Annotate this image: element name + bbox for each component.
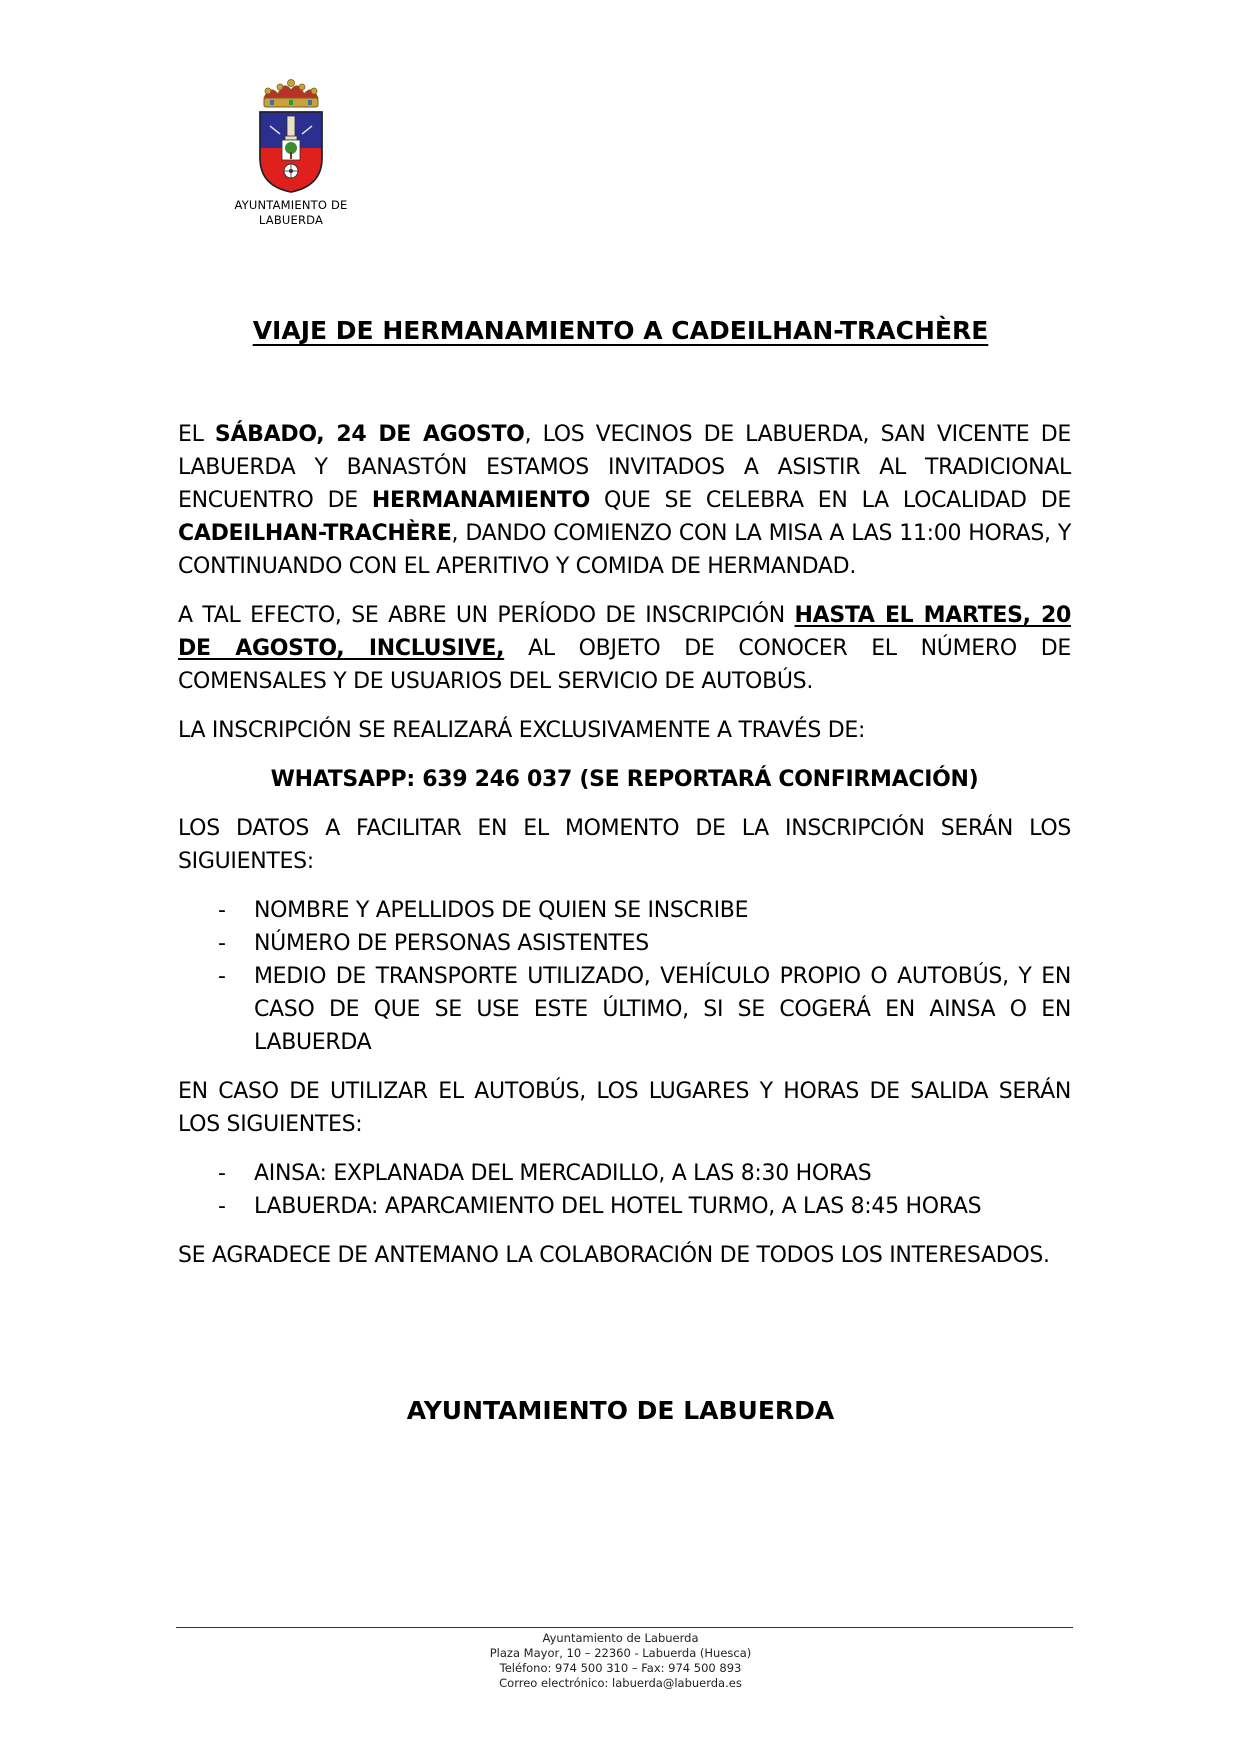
coat-of-arms-icon xyxy=(256,78,326,196)
text-span: AL OBJETO DE CONOCER EL NÚMERO DE COMENSALES Y DE USUARIOS DEL SERVICIO DE AUTOBÚS. xyxy=(178,636,1071,694)
dash-marker: - xyxy=(218,1194,226,1219)
text-span: A TAL EFECTO, SE ABRE UN PERÍODO DE INSCRIPCIÓN xyxy=(178,603,795,628)
footer-divider xyxy=(176,1627,1073,1628)
dash-marker: - xyxy=(218,1161,226,1186)
paragraph-bus-departures: EN CASO DE UTILIZAR EL AUTOBÚS, LOS LUGARES Y HORAS DE SALIDA SERÁN LOS SIGUIENTES: xyxy=(178,1079,1071,1137)
shield-icon xyxy=(260,112,322,192)
text-span: QUE SE CELEBRA EN LA LOCALIDAD DE xyxy=(589,488,1071,513)
footer-address: Plaza Mayor, 10 – 22360 - Labuerda (Huesca) xyxy=(489,1646,752,1660)
crown-icon xyxy=(264,80,318,108)
dash-marker: - xyxy=(218,964,226,989)
org-name-line1: AYUNTAMIENTO DE xyxy=(234,198,348,212)
date-emphasis: SÁBADO, 24 DE AGOSTO xyxy=(214,422,525,447)
list-item xyxy=(178,960,1071,1059)
coat-of-arms-logo xyxy=(226,78,356,228)
list-item xyxy=(178,1190,1071,1223)
dash-marker: - xyxy=(218,898,226,923)
document-body xyxy=(178,418,1071,1288)
list-item xyxy=(178,894,1071,927)
paragraph-thanks: SE AGRADECE DE ANTEMANO LA COLABORACIÓN DE TODOS LOS INTERESADOS. xyxy=(178,1243,1050,1268)
list-item-text: MEDIO DE TRANSPORTE UTILIZADO, VEHÍCULO PROPIO O AUTOBÚS, Y EN CASO DE QUE SE USE ESTE ÚLTIMO, SI SE COGERÁ EN AINSA O EN LABUERDA xyxy=(254,964,1071,1055)
list-item xyxy=(178,927,1071,960)
text-span: EL xyxy=(178,422,215,447)
paragraph-invitation xyxy=(178,418,1071,583)
list-item-text: AINSA: EXPLANADA DEL MERCADILLO, A LAS 8:30 HORAS xyxy=(254,1161,872,1186)
text-span: , DANDO COMIENZO CON LA MISA A LAS 11:00 HORAS, Y CONTINUANDO CON EL APERITIVO Y COMIDA DE HERMANDAD. xyxy=(178,521,1071,579)
document-title: VIAJE DE HERMANAMIENTO A CADEILHAN-TRACHÈRE xyxy=(252,316,989,345)
paragraph-required-data: LOS DATOS A FACILITAR EN EL MOMENTO DE LA INSCRIPCIÓN SERÁN LOS SIGUIENTES: xyxy=(178,816,1071,874)
list-item-text: NÚMERO DE PERSONAS ASISTENTES xyxy=(254,931,649,956)
hermanamiento-emphasis: HERMANAMIENTO xyxy=(371,488,590,513)
paragraph-registration-method: LA INSCRIPCIÓN SE REALIZARÁ EXCLUSIVAMENTE A TRAVÉS DE: xyxy=(178,718,866,743)
org-name-line2: LABUERDA xyxy=(258,213,324,227)
paragraph-registration-period xyxy=(178,599,1071,698)
list-item xyxy=(178,1157,1071,1190)
dash-marker: - xyxy=(218,931,226,956)
list-item-text: LABUERDA: APARCAMIENTO DEL HOTEL TURMO, A LAS 8:45 HORAS xyxy=(254,1194,982,1219)
footer xyxy=(0,1631,1241,1691)
footer-phone: Teléfono: 974 500 310 – Fax: 974 500 893 xyxy=(499,1661,742,1675)
footer-line1: Ayuntamiento de Labuerda xyxy=(542,1631,699,1645)
text-span: , LOS VECINOS DE LABUERDA, SAN VICENTE DE LABUERDA Y BANASTÓN ESTAMOS INVITADOS A ASISTIR AL TRADICIONAL ENCUENTRO DE xyxy=(178,422,1071,513)
signature: AYUNTAMIENTO DE LABUERDA xyxy=(406,1396,835,1425)
required-data-list xyxy=(178,894,1071,1059)
org-name xyxy=(226,198,356,228)
whatsapp-contact: WHATSAPP: 639 246 037 (SE REPORTARÁ CONFIRMACIÓN) xyxy=(270,767,979,792)
bus-departures-list xyxy=(178,1157,1071,1223)
location-emphasis: CADEILHAN-TRACHÈRE xyxy=(178,521,452,546)
list-item-text: NOMBRE Y APELLIDOS DE QUIEN SE INSCRIBE xyxy=(254,898,749,923)
footer-email: Correo electrónico: labuerda@labuerda.es xyxy=(499,1676,742,1690)
deadline-emphasis: HASTA EL MARTES, 20 DE AGOSTO, INCLUSIVE, xyxy=(178,603,1071,661)
